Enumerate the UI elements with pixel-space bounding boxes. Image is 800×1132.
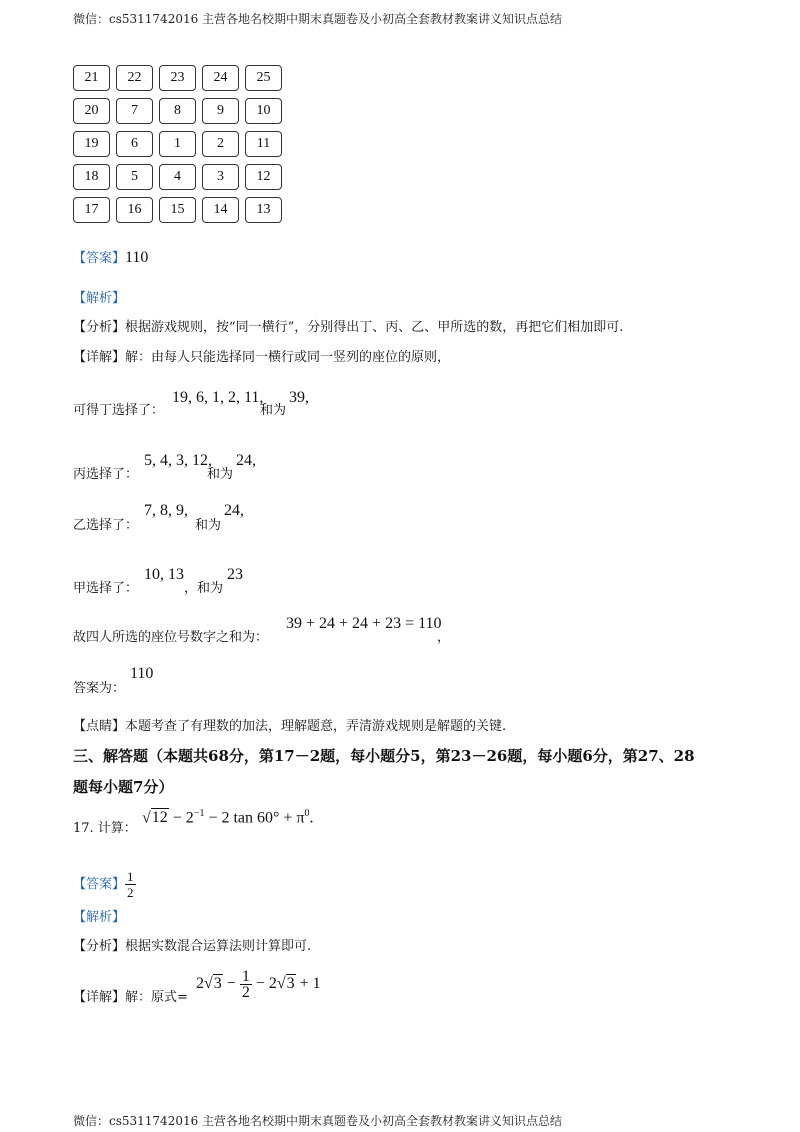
- q17-minus-two: − 2: [168, 809, 194, 827]
- ans-value: 110: [130, 665, 154, 682]
- answer-tag: 【答案】: [73, 251, 126, 266]
- seat-cell: 16: [116, 197, 153, 223]
- jia-nums: 10, 13: [144, 566, 184, 583]
- q17-expression: [142, 808, 314, 827]
- seat-cell: 7: [116, 98, 153, 124]
- ding-nums: 19, 6, 1, 2, 11,: [172, 389, 264, 406]
- seat-cell: 24: [202, 65, 239, 91]
- fraction-numerator: 1: [127, 869, 134, 884]
- q17-label: 17. 计算：: [73, 821, 137, 836]
- seat-cell: 20: [73, 98, 110, 124]
- seat-cell: 22: [116, 65, 153, 91]
- total-label: 故四人所选的座位号数字之和为：: [73, 630, 269, 645]
- step-minus: −: [222, 975, 240, 993]
- seat-cell: 17: [73, 197, 110, 223]
- seat-cell: 6: [116, 131, 153, 157]
- bing-sum-label: 和为: [207, 467, 234, 482]
- q17-exponent: −1: [193, 808, 205, 819]
- seat-cell: 4: [159, 164, 196, 190]
- q16-xiangjie: 【详解】解：由每人只能选择同一横行或同一竖列的座位的原则，: [73, 350, 451, 365]
- q17-end: .: [309, 809, 314, 827]
- total-expr: 39 + 24 + 24 + 23 = 110: [286, 615, 442, 632]
- seat-cell: 11: [245, 131, 282, 157]
- page-header: 微信：cs5311742016 主营各地名校期中期末真题卷及小初高全套教材教案讲义知识点总结: [73, 12, 563, 26]
- seat-cell: 12: [245, 164, 282, 190]
- jia-sum-label: ，和为: [184, 581, 224, 596]
- seat-cell: 25: [245, 65, 282, 91]
- fraction-denominator: 2: [241, 984, 250, 1001]
- yi-nums: 7, 8, 9,: [144, 502, 188, 519]
- seat-cell: 23: [159, 65, 196, 91]
- ding-label: 可得丁选择了：: [73, 403, 165, 418]
- step-radicand: 3: [213, 975, 222, 993]
- ding-sum-label: 和为: [260, 403, 287, 418]
- seat-cell: 18: [73, 164, 110, 190]
- q17-fenxi: 【分析】根据实数混合运算法则计算即可.: [73, 939, 312, 954]
- q16-answer: [73, 249, 148, 268]
- seat-cell: 9: [202, 98, 239, 124]
- seat-cell: 15: [159, 197, 196, 223]
- step-fraction: [240, 969, 252, 1000]
- fraction-numerator: 1: [241, 968, 250, 985]
- seat-cell: 10: [245, 98, 282, 124]
- ans-label: 答案为：: [73, 681, 126, 696]
- q16-dianjing: 【点睛】本题考查了有理数的加法，理解题意，弄清游戏规则是解题的关键.: [73, 719, 507, 734]
- seat-cell: 5: [116, 164, 153, 190]
- fraction-denominator: 2: [127, 885, 134, 900]
- bing-label: 丙选择了：: [73, 467, 139, 482]
- total-comma: ，: [437, 630, 451, 645]
- q17-pi-exponent: 0: [304, 808, 310, 819]
- step-plus-one: + 1: [295, 975, 321, 993]
- sqrt-sign: √: [204, 975, 213, 993]
- jia-sum: 23: [227, 566, 243, 583]
- page-footer: 微信：cs5311742016 主营各地名校期中期末真题卷及小初高全套教材教案讲义知识点总结: [73, 1114, 563, 1128]
- seat-cell: 8: [159, 98, 196, 124]
- q17-tan-part: − 2 tan 60° + π: [204, 809, 305, 827]
- step-minus-two: − 2: [251, 975, 277, 993]
- answer-fraction: [125, 869, 136, 900]
- q17-xiangjie-label: 【详解】解：原式=: [73, 990, 188, 1005]
- answer-value: 110: [125, 249, 149, 266]
- q17-step: [196, 969, 321, 1000]
- yi-sum-label: 和为: [195, 518, 222, 533]
- answer-tag: 【答案】: [73, 877, 126, 892]
- seat-cell: 2: [202, 131, 239, 157]
- seat-cell: 13: [245, 197, 282, 223]
- bing-sum: 24,: [236, 452, 256, 469]
- step-radicand: 3: [286, 975, 295, 993]
- seat-cell: 3: [202, 164, 239, 190]
- seat-cell: 1: [159, 131, 196, 157]
- yi-label: 乙选择了：: [73, 518, 139, 533]
- q17-radicand: 12: [151, 809, 168, 827]
- sqrt-sign: √: [142, 809, 151, 827]
- seat-cell: 19: [73, 131, 110, 157]
- bing-nums: 5, 4, 3, 12,: [144, 452, 212, 469]
- section3-heading-line1: 三、解答题（本题共68分，第17－2题，每小题分5，第23－26题，每小题6分，第27、28: [73, 747, 695, 765]
- yi-sum: 24,: [224, 502, 244, 519]
- step-coef: 2: [196, 975, 204, 993]
- q17-answer: [73, 869, 136, 900]
- sqrt-sign: √: [276, 975, 286, 993]
- seat-cell: 14: [202, 197, 239, 223]
- q16-analysis-tag: 【解析】: [73, 291, 126, 306]
- q17-analysis-tag: 【解析】: [73, 910, 126, 925]
- seat-cell: 21: [73, 65, 110, 91]
- q16-fenxi: 【分析】根据游戏规则，按“同一横行”，分别得出丁、丙、乙、甲所选的数，再把它们相加即可.: [73, 320, 624, 335]
- ding-sum: 39,: [289, 389, 309, 406]
- section3-heading-line2: 题每小题7分）: [73, 778, 174, 796]
- jia-label: 甲选择了：: [73, 581, 139, 596]
